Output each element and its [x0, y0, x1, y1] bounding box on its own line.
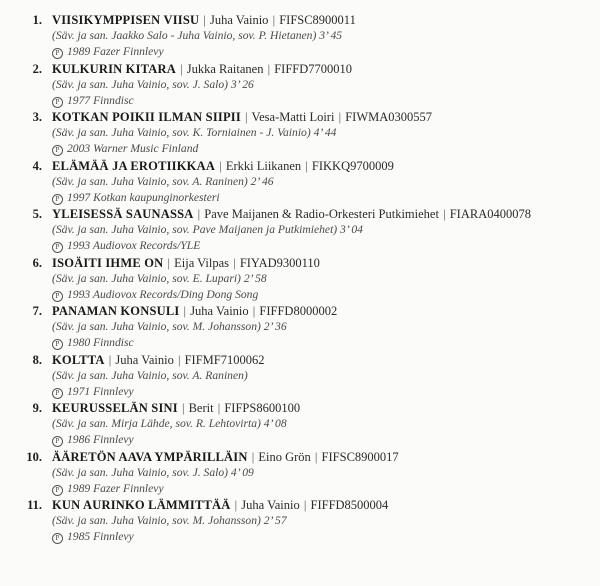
track-credits: (Säv. ja san. Jaakko Salo - Juha Vainio, sov. P. Hietanen) 3’ 45 — [52, 29, 343, 42]
phonogram-icon: P — [52, 97, 63, 108]
track-artist: Juha Vainio — [241, 498, 300, 512]
track-isrc: FIARA0400078 — [449, 207, 531, 221]
track-publisher: 1997 Kotkan kaupunginorkesteri — [67, 190, 220, 204]
track-headline — [52, 61, 596, 77]
track-credits: (Säv. ja san. Juha Vainio, sov. J. Salo) 3’ 26 — [52, 77, 254, 91]
track-title: KULKURIN KITARA — [52, 61, 176, 76]
track-publisher: 1993 Audiovox Records/Ding Dong Song — [67, 287, 259, 301]
track-credits: (Säv. ja san. Juha Vainio, sov. K. Torniainen - J. Vainio) 4’ 44 — [52, 126, 337, 139]
track-item — [0, 352, 600, 401]
track-body — [52, 206, 596, 254]
track-headline — [52, 12, 596, 28]
separator: | — [234, 498, 238, 512]
track-credits: (Säv. ja san. Juha Vainio, sov. E. Lupari) 2’ 58 — [52, 271, 267, 285]
track-headline — [52, 206, 596, 222]
track-artist: Juha Vainio — [209, 13, 269, 27]
track-title: KOLTTA — [52, 352, 105, 367]
track-credits: (Säv. ja san. Juha Vainio, sov. M. Johansson) 2’ 36 — [52, 320, 287, 333]
track-item — [0, 449, 600, 498]
track-isrc: FIFSC8900011 — [279, 13, 356, 27]
track-number: 5. — [32, 207, 42, 221]
track-number: 3. — [32, 110, 42, 124]
track-publisher: 2003 Warner Music Finland — [67, 142, 199, 155]
track-body — [52, 61, 596, 109]
track-headline — [52, 400, 596, 416]
separator: | — [314, 449, 318, 464]
track-headline — [52, 158, 596, 174]
phonogram-icon: P — [52, 533, 63, 544]
phonogram-icon: P — [52, 339, 63, 350]
separator: | — [272, 13, 276, 27]
phonogram-icon: P — [52, 194, 63, 205]
separator: | — [251, 449, 255, 464]
track-number: 10. — [26, 449, 42, 464]
phonogram-icon: P — [52, 436, 63, 447]
track-isrc: FIFPS8600100 — [224, 401, 301, 415]
track-body — [52, 158, 596, 206]
track-headline — [52, 449, 596, 465]
track-item — [0, 109, 600, 158]
track-item — [0, 158, 600, 207]
track-credits: (Säv. ja san. Mirja Lähde, sov. R. Lehtovirta) 4’ 08 — [52, 417, 287, 430]
track-isrc: FIKKQ9700009 — [311, 158, 394, 173]
separator: | — [267, 61, 271, 76]
track-artist: Juha Vainio — [190, 304, 249, 318]
track-body — [52, 109, 596, 157]
phonogram-line — [52, 384, 596, 400]
separator: | — [167, 255, 170, 270]
track-number: 7. — [32, 304, 42, 318]
track-headline — [52, 352, 596, 368]
track-artist: Eija Vilpas — [174, 255, 230, 270]
track-headline — [52, 497, 596, 513]
separator: | — [217, 401, 221, 415]
track-isrc: FIFFD8500004 — [310, 498, 389, 512]
separator: | — [305, 158, 308, 173]
phonogram-line — [52, 432, 596, 448]
phonogram-line — [52, 287, 596, 303]
phonogram-line — [52, 481, 596, 497]
phonogram-icon: P — [52, 48, 63, 59]
track-publisher: 1985 Finnlevy — [67, 530, 134, 543]
separator: | — [183, 304, 187, 318]
track-artist: Berit — [188, 401, 214, 415]
track-publisher: 1989 Fazer Finnlevy — [67, 45, 164, 58]
separator: | — [197, 207, 201, 221]
track-number: 9. — [32, 401, 42, 415]
separator: | — [303, 498, 307, 512]
phonogram-icon: P — [52, 242, 63, 253]
separator: | — [252, 304, 256, 318]
track-body — [52, 303, 596, 351]
separator: | — [203, 13, 206, 27]
track-isrc: FIYAD9300110 — [239, 255, 320, 270]
track-artist: Juha Vainio — [115, 352, 174, 367]
track-headline — [52, 303, 596, 319]
track-item — [0, 497, 600, 546]
separator: | — [180, 61, 183, 76]
separator: | — [245, 110, 248, 124]
track-title: VIISIKYMPPISEN VIISU — [52, 13, 200, 27]
track-isrc: FIFFD7700010 — [274, 61, 353, 76]
track-body — [52, 400, 596, 448]
track-credits: (Säv. ja san. Juha Vainio, sov. M. Johansson) 2’ 57 — [52, 514, 287, 527]
separator: | — [338, 110, 342, 124]
phonogram-line — [52, 529, 596, 545]
track-title: ELÄMÄÄ JA EROTIIKKAA — [52, 158, 216, 173]
track-number: 8. — [32, 352, 42, 367]
track-publisher: 1986 Finnlevy — [67, 433, 134, 446]
track-artist: Pave Maijanen & Radio-Orkesteri Putkimiehet — [204, 207, 439, 221]
track-title: ISOÄITI IHME ON — [52, 255, 164, 270]
separator: | — [108, 352, 112, 367]
track-body — [52, 449, 596, 497]
track-title: KEURUSSELÄN SINI — [52, 401, 178, 415]
phonogram-icon: P — [52, 388, 63, 399]
phonogram-icon: P — [52, 291, 63, 302]
track-publisher: 1989 Fazer Finnlevy — [67, 481, 164, 495]
phonogram-line — [52, 335, 596, 351]
track-body — [52, 12, 596, 60]
track-publisher: 1980 Finndisc — [67, 336, 134, 349]
track-body — [52, 255, 596, 303]
track-item — [0, 12, 600, 61]
track-isrc: FIFSC8900017 — [321, 449, 399, 464]
phonogram-line — [52, 93, 596, 109]
track-list — [0, 12, 600, 546]
track-item — [0, 61, 600, 110]
track-number: 1. — [32, 13, 42, 27]
track-isrc: FIFMF7100062 — [184, 352, 265, 367]
track-credits: (Säv. ja san. Juha Vainio, sov. J. Salo) 4’ 09 — [52, 465, 254, 479]
phonogram-icon: P — [52, 145, 63, 156]
track-number: 4. — [32, 158, 42, 173]
track-artist: Vesa-Matti Loiri — [251, 110, 335, 124]
track-item — [0, 400, 600, 449]
track-artist: Erkki Liikanen — [225, 158, 302, 173]
track-publisher: 1971 Finnlevy — [67, 384, 134, 398]
separator: | — [177, 352, 181, 367]
separator: | — [233, 255, 236, 270]
phonogram-line — [52, 141, 596, 157]
track-credits: (Säv. ja san. Juha Vainio, sov. A. Raninen) — [52, 368, 248, 382]
phonogram-line — [52, 44, 596, 60]
track-item — [0, 303, 600, 352]
track-body — [52, 497, 596, 545]
track-title: ÄÄRETÖN AAVA YMPÄRILLÄIN — [52, 449, 248, 464]
track-item — [0, 255, 600, 304]
track-title: KOTKAN POIKII ILMAN SIIPII — [52, 110, 241, 124]
track-number: 6. — [32, 255, 42, 270]
track-isrc: FIWMA0300557 — [345, 110, 433, 124]
track-number: 11. — [27, 498, 42, 512]
track-artist: Jukka Raitanen — [186, 61, 264, 76]
track-publisher: 1977 Finndisc — [67, 93, 134, 107]
phonogram-line — [52, 190, 596, 206]
track-title: PANAMAN KONSULI — [52, 304, 180, 318]
track-publisher: 1993 Audiovox Records/YLE — [67, 239, 201, 252]
track-item — [0, 206, 600, 255]
track-headline — [52, 109, 596, 125]
phonogram-line — [52, 238, 596, 254]
phonogram-icon: P — [52, 485, 63, 496]
track-body — [52, 352, 596, 400]
separator: | — [443, 207, 446, 221]
track-isrc: FIFFD8000002 — [259, 304, 338, 318]
track-credits: (Säv. ja san. Juha Vainio, sov. A. Raninen) 2’ 46 — [52, 174, 274, 188]
separator: | — [219, 158, 222, 173]
track-title: KUN AURINKO LÄMMITTÄÄ — [52, 498, 231, 512]
track-credits: (Säv. ja san. Juha Vainio, sov. Pave Maijanen ja Putkimiehet) 3’ 04 — [52, 223, 363, 236]
track-artist: Eino Grön — [258, 449, 311, 464]
separator: | — [181, 401, 185, 415]
track-headline — [52, 255, 596, 271]
track-title: YLEISESSÄ SAUNASSA — [52, 207, 194, 221]
track-number: 2. — [32, 61, 42, 76]
